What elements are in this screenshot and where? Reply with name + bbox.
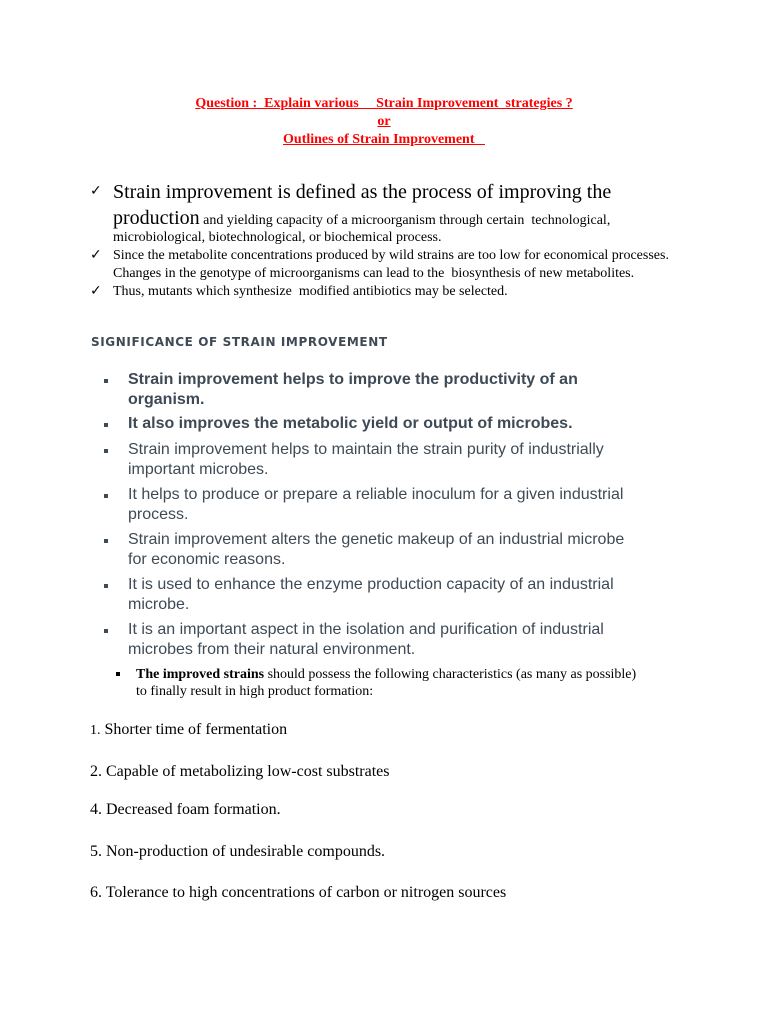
or-heading: or [377, 114, 391, 129]
bullet-square-icon [104, 423, 108, 427]
numbered-item-text: Decreased foam formation. [102, 801, 281, 818]
significance-title: SIGNIFICANCE OF STRAIN IMPROVEMENT [91, 335, 388, 349]
outline-heading: Outlines of Strain Improvement [283, 132, 485, 147]
bullet-square-icon [104, 449, 108, 453]
improved-strains-rest: should possess the following characteristics (as many as possible) [264, 667, 637, 682]
mutants-line1: Thus, mutants which synthesize modified antibiotics may be selected. [113, 284, 508, 299]
numbered-item-number: 5. [90, 843, 102, 860]
checkmark-icon: ✓ [90, 247, 102, 263]
numbered-item [90, 883, 506, 903]
definition-line3: microbiological, biotechnological, or biochemical process. [113, 230, 442, 245]
definition-line1: Strain improvement is defined as the process of improving the [113, 181, 612, 203]
bullet-square-icon [104, 584, 108, 588]
improved-strains-line2: to finally result in high product formation: [136, 684, 374, 699]
bullet-square-icon [104, 379, 108, 383]
significance-item-line2: organism. [128, 391, 205, 408]
numbered-item [90, 720, 287, 741]
definition-line2-rest: and yielding capacity of a microorganism through certain technological, [199, 213, 611, 228]
numbered-item-number: 6. [90, 884, 102, 901]
bullet-square-icon [104, 539, 108, 543]
significance-item-line2: microbes from their natural environment. [128, 641, 416, 658]
numbered-item-number: 2. [90, 763, 102, 780]
numbered-item-number: 1. [90, 723, 101, 738]
checkmark-icon: ✓ [90, 283, 102, 299]
significance-item-line1: Strain improvement helps to improve the productivity of an [128, 371, 578, 388]
significance-item-line1: Strain improvement helps to maintain the strain purity of industrially [128, 441, 604, 458]
numbered-item-text: Capable of metabolizing low-cost substrates [102, 763, 390, 780]
bullet-square-icon [104, 494, 108, 498]
numbered-item [90, 800, 281, 820]
numbered-item-text: Tolerance to high concentrations of carbon or nitrogen sources [102, 884, 507, 901]
metabolite-line2: Changes in the genotype of microorganisms can lead to the biosynthesis of new metabolites. [113, 266, 635, 281]
significance-item-line1: It also improves the metabolic yield or output of microbes. [128, 415, 573, 432]
definition-production-word: production [113, 207, 200, 229]
significance-item-line2: for economic reasons. [128, 551, 286, 568]
bullet-square-icon [116, 672, 120, 676]
significance-item-line2: microbe. [128, 596, 190, 613]
bullet-square-icon [104, 629, 108, 633]
numbered-item [90, 762, 389, 782]
question-heading: Question : Explain various Strain Improvement strategies ? [195, 96, 573, 111]
significance-item-line1: It is used to enhance the enzyme production capacity of an industrial [128, 576, 614, 593]
significance-item-line1: It helps to produce or prepare a reliable inoculum for a given industrial [128, 486, 624, 503]
numbered-item-text: Non-production of undesirable compounds. [102, 843, 386, 860]
significance-item-line2: important microbes. [128, 461, 269, 478]
numbered-item-number: 4. [90, 801, 102, 818]
significance-item-line1: Strain improvement alters the genetic makeup of an industrial microbe [128, 531, 625, 548]
improved-strains-bold: The improved strains [136, 667, 265, 682]
numbered-item-text: Shorter time of fermentation [100, 721, 288, 738]
significance-item-line1: It is an important aspect in the isolation and purification of industrial [128, 621, 604, 638]
checkmark-icon: ✓ [90, 183, 102, 199]
numbered-item [90, 842, 385, 862]
improved-strains-line1 [136, 666, 716, 683]
significance-item-line2: process. [128, 506, 189, 523]
metabolite-line1: Since the metabolite concentrations produced by wild strains are too low for economical processes. [113, 248, 669, 263]
